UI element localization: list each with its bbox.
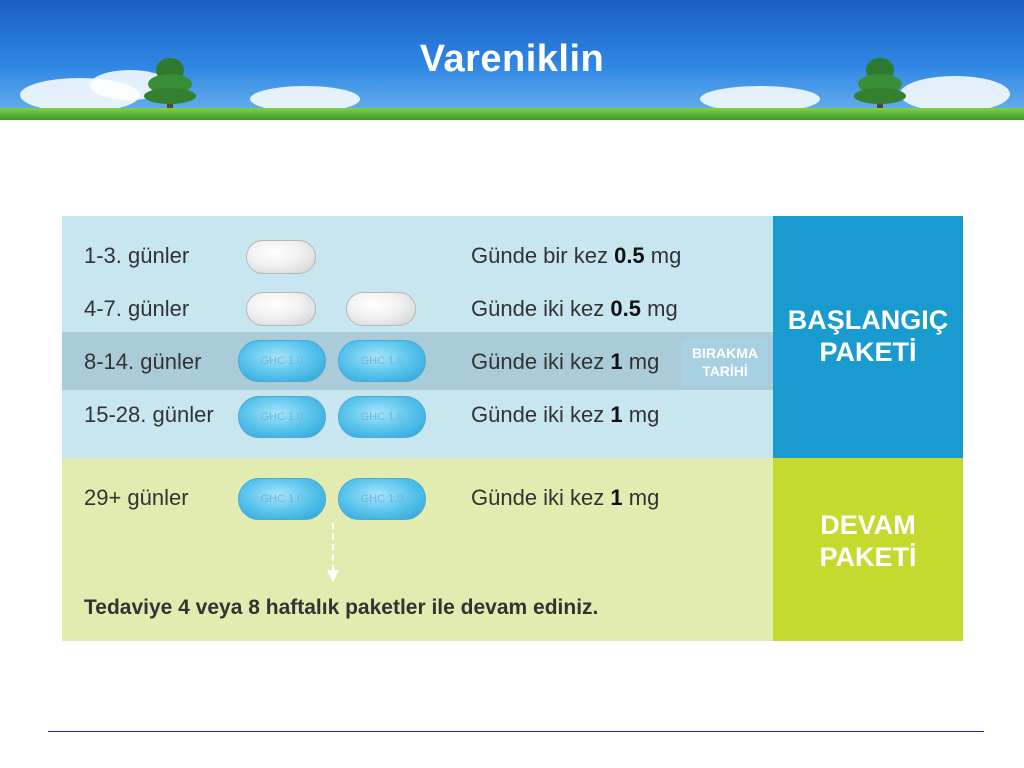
row-dose: Günde bir kez 0.5 mg <box>471 243 682 268</box>
continue-arrow-line <box>332 523 334 571</box>
down-arrow-icon <box>327 570 339 582</box>
continuation-pack-line: PAKETİ <box>819 542 917 572</box>
continuation-pack-line: DEVAM <box>820 510 916 540</box>
continuation-note: Tedaviye 4 veya 8 haftalık paketler ile devam ediniz. <box>84 596 599 619</box>
row-dose: Günde iki kez 1 mg <box>471 402 660 427</box>
white-pill-icon <box>246 292 316 326</box>
blue-pill-icon: GHC 1.0 <box>238 340 326 382</box>
white-pill-icon <box>246 240 316 274</box>
stop-date-line: TARİHİ <box>702 363 748 379</box>
row-days: 15-28. günler <box>84 402 214 427</box>
stop-date-line: BIRAKMA <box>691 345 759 361</box>
cloud-shape <box>900 76 1010 112</box>
footer-divider <box>48 731 984 732</box>
continuation-pack-label <box>773 509 963 573</box>
row-dose: Günde iki kez 1 mg <box>471 485 660 510</box>
blue-pill-icon: GHC 1.0 <box>238 478 326 520</box>
blue-pill-icon: GHC 1.0 <box>338 478 426 520</box>
row-dose: Günde iki kez 0.5 mg <box>471 296 678 321</box>
starter-pack-label <box>773 304 963 368</box>
starter-pack-line: BAŞLANGIÇ <box>787 305 949 335</box>
blue-pill-icon: GHC 1.0 <box>338 340 426 382</box>
header-banner <box>0 0 1024 120</box>
row-dose: Günde iki kez 1 mg <box>471 349 660 374</box>
row-days: 1-3. günler <box>84 243 190 268</box>
row-days: 4-7. günler <box>84 296 190 321</box>
slide-title: Vareniklin <box>419 38 605 80</box>
dosing-schedule <box>62 216 963 641</box>
grass-strip <box>0 108 1024 120</box>
row-days: 29+ günler <box>84 485 189 510</box>
starter-pack-line: PAKETİ <box>819 337 917 367</box>
row-days: 8-14. günler <box>84 349 202 374</box>
stop-date-label <box>682 338 768 386</box>
blue-pill-icon: GHC 1.0 <box>338 396 426 438</box>
white-pill-icon <box>346 292 416 326</box>
blue-pill-icon: GHC 1.0 <box>238 396 326 438</box>
